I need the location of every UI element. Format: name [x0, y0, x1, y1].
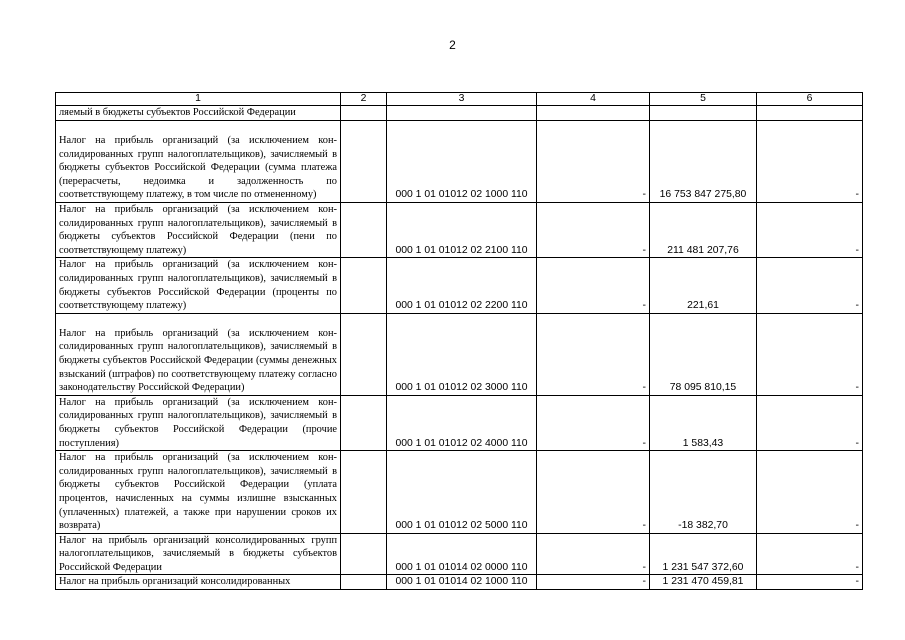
row-col2-cell — [341, 121, 387, 203]
row-col6-cell — [757, 106, 863, 121]
row-amount-cell: 221,61 — [650, 258, 757, 313]
row-col4-cell: - — [537, 533, 650, 575]
table-row — [56, 313, 863, 395]
table-row — [56, 121, 863, 203]
row-col4-cell: - — [537, 203, 650, 258]
header-col-1: 1 — [56, 93, 341, 106]
row-col4-cell: - — [537, 313, 650, 395]
table-row — [56, 106, 863, 121]
header-col-2: 2 — [341, 93, 387, 106]
row-name-cell: ляемый в бюджеты субъектов Российской Федерации — [56, 106, 341, 121]
table-row — [56, 533, 863, 575]
row-code-cell — [387, 106, 537, 121]
header-row — [56, 93, 863, 106]
row-amount-cell: 1 583,43 — [650, 395, 757, 450]
row-col2-cell — [341, 106, 387, 121]
row-col6-cell: - — [757, 258, 863, 313]
row-col2-cell — [341, 313, 387, 395]
row-amount-cell: 211 481 207,76 — [650, 203, 757, 258]
row-name-cell: Налог на прибыль организаций (за исключением консолидированных групп налогоплательщиков), зачисляемый в бюджеты субъектов Российской Федерации (суммы денежных взысканий (штрафов) по соответствующему платежу согласно законодательству Российской Федерации) — [56, 313, 341, 395]
row-col4-cell: - — [537, 258, 650, 313]
table-row — [56, 451, 863, 534]
row-col4-cell: - — [537, 451, 650, 534]
row-name-cell: Налог на прибыль организаций (за исключением консолидированных групп налогоплательщиков), зачисляемый в бюджеты субъектов Российской Федерации (сумма платежа (перерасчеты, недоимка и задолженность по соответствующему платежу, в том числе по отмененному) — [56, 121, 341, 203]
row-name-cell: Налог на прибыль организаций консолидированных — [56, 575, 341, 590]
row-name-cell: Налог на прибыль организаций (за исключением консолидированных групп налогоплательщиков), зачисляемый в бюджеты субъектов Российской Федерации (пени по соответствующему платежу) — [56, 203, 341, 258]
row-code-cell: 000 1 01 01014 02 1000 110 — [387, 575, 537, 590]
header-col-6: 6 — [757, 93, 863, 106]
row-col6-cell: - — [757, 451, 863, 534]
row-code-cell: 000 1 01 01012 02 1000 110 — [387, 121, 537, 203]
row-col2-cell — [341, 533, 387, 575]
row-col4-cell: - — [537, 395, 650, 450]
row-col2-cell — [341, 258, 387, 313]
row-col2-cell — [341, 451, 387, 534]
row-code-cell: 000 1 01 01012 02 3000 110 — [387, 313, 537, 395]
row-code-cell: 000 1 01 01012 02 2200 110 — [387, 258, 537, 313]
row-name-cell: Налог на прибыль организаций консолидированных групп налогоплательщиков, зачисляемый в бюджеты субъектов Российской Федерации — [56, 533, 341, 575]
row-col2-cell — [341, 575, 387, 590]
table-row — [56, 203, 863, 258]
row-col6-cell: - — [757, 203, 863, 258]
row-col2-cell — [341, 203, 387, 258]
row-col4-cell: - — [537, 121, 650, 203]
budget-table — [55, 92, 863, 590]
page-number: 2 — [449, 38, 456, 52]
row-col6-cell: - — [757, 533, 863, 575]
table-row — [56, 395, 863, 450]
row-amount-cell: -18 382,70 — [650, 451, 757, 534]
row-code-cell: 000 1 01 01012 02 2100 110 — [387, 203, 537, 258]
row-col6-cell: - — [757, 395, 863, 450]
header-col-3: 3 — [387, 93, 537, 106]
header-col-4: 4 — [537, 93, 650, 106]
row-amount-cell — [650, 106, 757, 121]
table-row — [56, 575, 863, 590]
row-name-cell: Налог на прибыль организаций (за исключением консолидированных групп налогоплательщиков), зачисляемый в бюджеты субъектов Российской Федерации (проценты по соответствующему платежу) — [56, 258, 341, 313]
table-row — [56, 258, 863, 313]
row-col2-cell — [341, 395, 387, 450]
row-code-cell: 000 1 01 01012 02 5000 110 — [387, 451, 537, 534]
row-name-cell: Налог на прибыль организаций (за исключением консолидированных групп налогоплательщиков), зачисляемый в бюджеты субъектов Российской Федерации (прочие поступления) — [56, 395, 341, 450]
row-col6-cell: - — [757, 313, 863, 395]
header-col-5: 5 — [650, 93, 757, 106]
row-col4-cell: - — [537, 575, 650, 590]
row-amount-cell: 78 095 810,15 — [650, 313, 757, 395]
row-amount-cell: 1 231 470 459,81 — [650, 575, 757, 590]
row-amount-cell: 16 753 847 275,80 — [650, 121, 757, 203]
row-col4-cell — [537, 106, 650, 121]
row-name-cell: Налог на прибыль организаций (за исключением консолидированных групп налогоплательщиков), зачисляемый в бюджеты субъектов Российской Федерации (уплата процентов, начисленных на суммы излишне взысканных (уплаченных) платежей, а также при нарушении сроков их возврата) — [56, 451, 341, 534]
row-amount-cell: 1 231 547 372,60 — [650, 533, 757, 575]
row-code-cell: 000 1 01 01014 02 0000 110 — [387, 533, 537, 575]
row-code-cell: 000 1 01 01012 02 4000 110 — [387, 395, 537, 450]
row-col6-cell: - — [757, 575, 863, 590]
row-col6-cell: - — [757, 121, 863, 203]
